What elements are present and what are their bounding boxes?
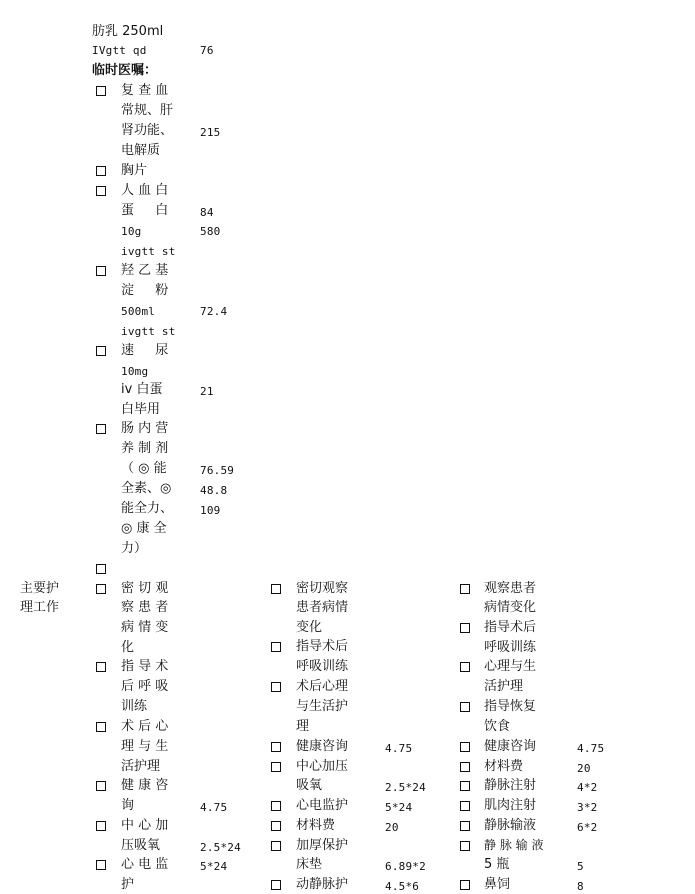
item-value: 20 — [577, 762, 591, 775]
item-text: 询 — [121, 798, 135, 813]
checkbox[interactable] — [460, 584, 470, 594]
checkbox[interactable] — [271, 682, 281, 692]
item-text: 理 — [296, 719, 310, 734]
item-text: 白毕用 — [121, 402, 161, 417]
temporary-orders-heading: 临时医嘱： — [92, 63, 158, 78]
item-text: 材料费 — [484, 759, 524, 774]
checkbox[interactable] — [460, 623, 470, 633]
item-text: 中 心 加 — [121, 818, 169, 833]
item-text: 加厚保护 — [296, 838, 349, 853]
item-text: 术 后 心 — [121, 719, 169, 734]
checkbox[interactable] — [271, 821, 281, 831]
item-text: 动静脉护 — [296, 877, 349, 892]
item-value: 4.5*6 — [385, 880, 420, 893]
item-value: 215 — [200, 126, 221, 139]
item-text: 电解质 — [121, 143, 161, 158]
item-text: ivgtt st — [121, 325, 176, 338]
checkbox[interactable] — [96, 186, 106, 196]
item-text: 吸氧 — [296, 778, 323, 793]
item-text: 健康咨询 — [296, 739, 349, 754]
item-text: （ ◎ 能 — [121, 461, 167, 476]
item-text: 静脉注射 — [484, 778, 537, 793]
item-value: 3*2 — [577, 801, 598, 814]
checkbox[interactable] — [271, 584, 281, 594]
item-value: 109 — [200, 504, 221, 517]
checkbox[interactable] — [271, 742, 281, 752]
checkbox[interactable] — [460, 762, 470, 772]
item-text: 材料费 — [296, 818, 336, 833]
item-text: 压吸氧 — [121, 838, 161, 853]
checkbox[interactable] — [271, 801, 281, 811]
item-value: 6*2 — [577, 821, 598, 834]
item-text: ivgtt st — [121, 245, 176, 258]
checkbox[interactable] — [96, 662, 106, 672]
section-label: 主要护 — [20, 581, 60, 596]
order-line: IVgtt qd — [92, 44, 147, 57]
item-text: 后 呼 吸 — [121, 679, 169, 694]
item-value: 76.59 — [200, 464, 235, 477]
checkbox[interactable] — [460, 821, 470, 831]
item-text: 指导术后 — [484, 620, 537, 635]
item-text: 500ml — [121, 305, 156, 318]
item-text: 化 — [121, 640, 135, 655]
checkbox[interactable] — [460, 841, 470, 851]
item-value: 20 — [385, 821, 399, 834]
item-value: 84 — [200, 206, 214, 219]
item-text: 复 查 血 — [121, 83, 169, 98]
item-text: 速 尿 — [121, 343, 169, 358]
item-text: 饮食 — [484, 719, 511, 734]
item-text: 全素、◎ — [121, 481, 172, 496]
checkbox[interactable] — [96, 860, 106, 870]
item-text: 变化 — [296, 620, 323, 635]
item-text: 病 情 变 — [121, 620, 169, 635]
item-value: 4.75 — [200, 801, 228, 814]
item-text: 健 康 咨 — [121, 778, 169, 793]
item-value: 4.75 — [385, 742, 413, 755]
item-value: 4.75 — [577, 742, 605, 755]
item-text: 心 电 监 — [121, 857, 169, 872]
item-text: 训练 — [121, 699, 148, 714]
item-text: 中心加压 — [296, 759, 349, 774]
checkbox[interactable] — [271, 762, 281, 772]
item-text: 肌肉注射 — [484, 798, 537, 813]
item-value: 5 — [577, 860, 584, 873]
item-text: iv 白蛋 — [121, 382, 163, 397]
item-value: 2.5*24 — [200, 841, 241, 854]
item-value: 8 — [577, 880, 584, 893]
item-value: 580 — [200, 225, 221, 238]
item-text: 呼吸训练 — [296, 659, 349, 674]
item-text: 术后心理 — [296, 679, 349, 694]
item-text: 羟 乙 基 — [121, 263, 169, 278]
item-text: 胸片 — [121, 163, 148, 178]
item-text: 鼻饲 — [484, 877, 511, 892]
item-value: 48.8 — [200, 484, 228, 497]
item-text: 观察患者 — [484, 581, 537, 596]
item-text: 健康咨询 — [484, 739, 537, 754]
item-text: 病情变化 — [484, 600, 537, 615]
item-text: ◎ 康 全 — [121, 521, 167, 536]
item-text: 养 制 剂 — [121, 441, 169, 456]
item-value: 5*24 — [200, 860, 228, 873]
item-text: 蛋 白 — [121, 203, 169, 218]
item-text: 理 与 生 — [121, 739, 169, 754]
checkbox[interactable] — [271, 880, 281, 890]
checkbox[interactable] — [460, 801, 470, 811]
item-text: 10mg — [121, 365, 149, 378]
checkbox[interactable] — [96, 564, 106, 574]
item-text: 常规、肝 — [121, 103, 174, 118]
item-text: 力） — [121, 541, 148, 556]
checkbox[interactable] — [96, 821, 106, 831]
item-text: 静 脉 输 液 — [484, 838, 544, 852]
checkbox[interactable] — [460, 662, 470, 672]
item-text: 5 瓶 — [484, 857, 510, 872]
item-text: 指 导 术 — [121, 659, 169, 674]
item-value: 6.89*2 — [385, 860, 426, 873]
item-text: 活护理 — [121, 759, 161, 774]
section-label: 理工作 — [20, 600, 60, 615]
checkbox[interactable] — [96, 781, 106, 791]
checkbox[interactable] — [96, 722, 106, 732]
item-text: 心理与生 — [484, 659, 537, 674]
checkbox[interactable] — [460, 742, 470, 752]
item-value: 72.4 — [200, 305, 228, 318]
item-text: 活护理 — [484, 679, 524, 694]
order-line: 肪乳 250ml — [92, 24, 164, 39]
item-text: 肾功能、 — [121, 123, 174, 138]
item-text: 心电监护 — [296, 798, 349, 813]
item-text: 淀 粉 — [121, 283, 169, 298]
item-text: 患者病情 — [296, 600, 349, 615]
order-value: 76 — [200, 44, 214, 57]
item-text: 呼吸训练 — [484, 640, 537, 655]
item-value: 5*24 — [385, 801, 413, 814]
item-text: 人 血 白 — [121, 183, 169, 198]
checkbox[interactable] — [96, 424, 106, 434]
item-text: 床垫 — [296, 857, 323, 872]
checkbox[interactable] — [96, 346, 106, 356]
item-value: 4*2 — [577, 781, 598, 794]
checkbox[interactable] — [96, 266, 106, 276]
item-text: 指导恢复 — [484, 699, 537, 714]
checkbox[interactable] — [271, 642, 281, 652]
item-text: 能全力、 — [121, 501, 174, 516]
item-text: 指导术后 — [296, 639, 349, 654]
item-text: 与生活护 — [296, 699, 349, 714]
checkbox[interactable] — [460, 781, 470, 791]
item-text: 密 切 观 — [121, 581, 169, 596]
item-text: 察 患 者 — [121, 600, 169, 615]
checkbox[interactable] — [460, 880, 470, 890]
checkbox[interactable] — [96, 166, 106, 176]
checkbox[interactable] — [460, 702, 470, 712]
item-text: 密切观察 — [296, 581, 349, 596]
item-text: 静脉输液 — [484, 818, 537, 833]
checkbox[interactable] — [96, 584, 106, 594]
item-value: 2.5*24 — [385, 781, 426, 794]
item-text: 肠 内 营 — [121, 421, 169, 436]
checkbox[interactable] — [271, 841, 281, 851]
item-text: 10g — [121, 225, 142, 238]
item-value: 21 — [200, 385, 214, 398]
checkbox[interactable] — [96, 86, 106, 96]
item-text: 护 — [121, 877, 135, 892]
